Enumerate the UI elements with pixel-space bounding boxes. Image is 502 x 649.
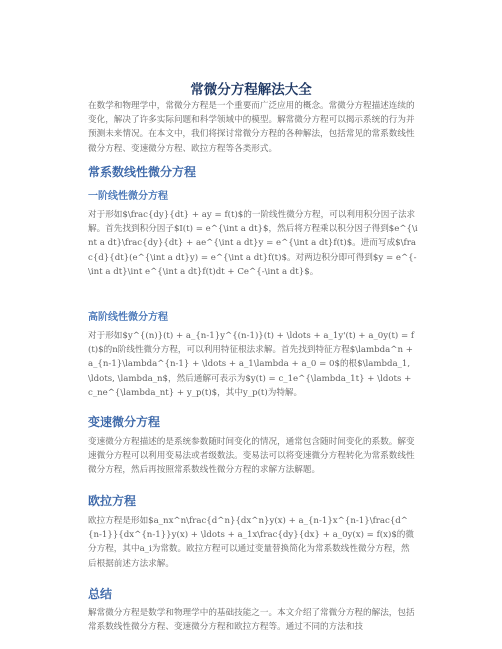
subsection-heading-first-order: 一阶线性微分方程 <box>88 191 168 202</box>
section-heading-variable: 变速微分方程 <box>88 415 161 429</box>
document-title: 常微分方程解法大全 <box>190 82 312 98</box>
intro-paragraph: 在数学和物理学中，常微分方程是一个重要而广泛应用的概念。常微分方程描述连续的变化，解决了许多实际问题和科学领域中的模型。解常微分方程可以揭示系统的行为并预测未来情况。在本文中，我们将探讨常微分方程的各种解法，包括常见的常系数线性微分方程、变速微分方程、欧拉方程等各类形式。 <box>88 101 415 154</box>
section-heading-linear: 常系数线性微分方程 <box>88 165 197 179</box>
first-order-paragraph: 对于形如$\frac{dy}{dt} + ay = f(t)$的一阶线性微分方程，可以利用积分因子法求解。首先找到积分因子$I(t) = e^{\int a dt}$，然后将方程乘以积分因子得到$e^{\int a dt}\frac{dy}{dt} + ae^{\int a dt}y = e^{\int a dt}f(t)$。进而写成$\frac{d}{dt}(e^{\int a dt}y) = e^{\int a dt}f(t)$。对两边积分即可得到$y = e^{-\int a dt}\int e^{\int a dt}f(t)dt + Ce^{-\int a dt}$。 <box>88 210 418 277</box>
section-heading-summary: 总结 <box>88 587 113 601</box>
subsection-heading-higher-order: 高阶线性微分方程 <box>88 312 168 323</box>
variable-paragraph: 变速微分方程描述的是系统参数随时间变化的情况，通常包含随时间变化的系数。解变速微分方程可以利用变易法或者级数法。变易法可以将变速微分方程转化为常系数线性微分方程，然后再按照常系数线性微分方程的求解方法解题。 <box>88 437 415 476</box>
euler-paragraph: 欧拉方程是形如$a_nx^n\frac{d^n}{dx^n}y(x) + a_{n-1}x^{n-1}\frac{d^{n-1}}{dx^{n-1}}y(x) + \ldots + a_1x\frac{dy}{dx} + a_0y(x) = f(x)$的微分方程，其中a_i为常数。欧拉方程可以通过变量替换简化为常系数线性微分方程，然后根据前述方法求解。 <box>88 516 414 569</box>
section-heading-euler: 欧拉方程 <box>88 494 137 508</box>
summary-paragraph: 解常微分方程是数学和物理学中的基础技能之一。本文介绍了常微分方程的解法，包括常系数线性微分方程、变速微分方程和欧拉方程等。通过不同的方法和技 <box>88 608 415 633</box>
higher-order-paragraph: 对于形如$y^{(n)}(t) + a_{n-1}y^{(n-1)}(t) + \ldots + a_1y'(t) + a_0y(t) = f(t)$的n阶线性微分方程，可以利用特征根法求解。首先找到特征方程$\lambda^n + a_{n-1}\lambda^{n-1} + \ldots + a_1\lambda + a_0 = 0$的根$\lambda_1, \ldots, \lambda_n$，然后通解可表示为$y(t) = c_1e^{\lambda_1t} + \ldots + c_ne^{\lambda_nt} + y_p(t)$，其中y_p(t)为特解。 <box>88 331 415 398</box>
